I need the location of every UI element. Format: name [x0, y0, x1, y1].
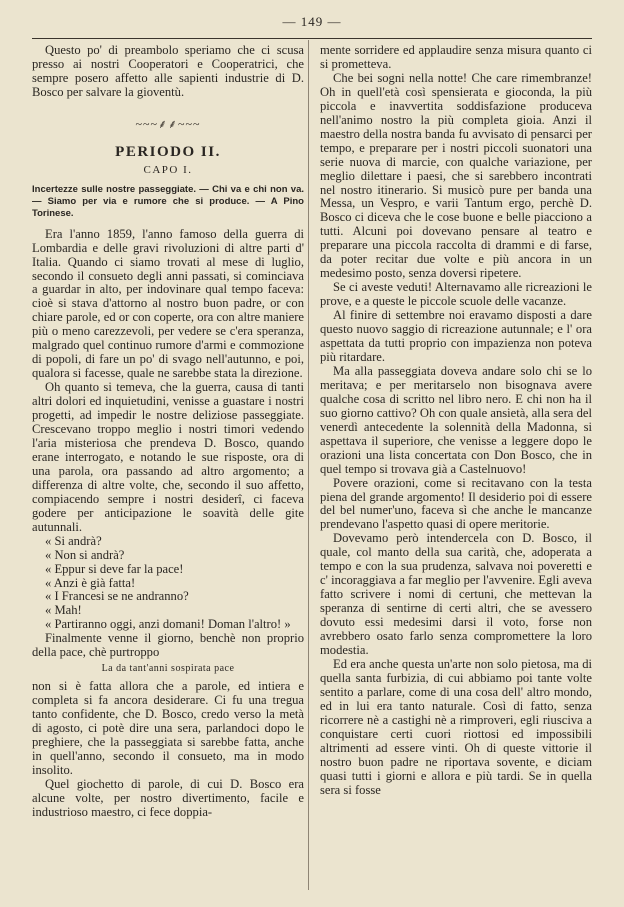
- paragraph: Finalmente venne il giorno, benchè non proprio della pace, chè purtroppo: [32, 631, 304, 660]
- left-column: [32, 44, 304, 820]
- paragraph: Quel giochetto di parole, di cui D. Bosco era alcune volte, per nostro divertimento, facile e industrioso maestro, ci fece doppia-: [32, 776, 304, 819]
- paragraph: Povere orazioni, come si recitavano con la testa piena del grande argomento! Il desiderio poi di essere del bel numer'uno, faceva sì che anche le mancanze prendevano l'aspetto quasi di opere meritorie.: [320, 475, 592, 532]
- header-rule: [32, 38, 592, 39]
- paragraph: mente sorridere ed applaudire senza misura quanto ci si prometteva.: [320, 43, 592, 71]
- paragraph: Che bei sogni nella notte! Che care rimembranze! Oh in quell'età così spensierata e gioconda, la più piccola e inavvertita soddisfazione produceva nell'animo nostro la più completa gioia. Anzi il maestro della nostra banda fu avvisato di pensarci per tempo, e preparare per i nostri piccoli suonatori una serie nuova di marcie, con qualche variazione, per meglio dilettare i paesi, che si sarebbero incontrati nel nostro itinerario. Si musicò pure per banda una Messa, un Vespro, e varii Tantum ergo, perchè D. Bosco ci diceva che le cose buone e belle piacciono a tutti. Alcuni poi dovevano pensare al teatro e preparare una piccola raccolta di drammi e di farse, da poter recitar due volte e più ancora in un medesimo posto, senza doversi ripetere.: [320, 70, 592, 281]
- dialogue-line: « Non si andrà?: [45, 547, 125, 562]
- right-column: [320, 44, 592, 797]
- dialogue-line: « Eppur si deve far la pace!: [45, 561, 184, 576]
- ornament-divider: ~~~⸙⸙~~~: [135, 116, 201, 131]
- paragraph: Al finire di settembre noi eravamo disposti a dare questo nuovo saggio di ricreazione autunnale; e l' ora aspettata da tutti proprio con impazienza non poteva più ritardare.: [320, 308, 592, 364]
- section-title: PERIODO II.: [115, 143, 221, 160]
- dialogue-line: « Mah!: [45, 603, 82, 618]
- paragraph: Ma alla passeggiata doveva andare solo chi se lo meritava; e per meritarselo non bisognava avere qualche cosa di scritto nel libro nero. E chi non ha il suo giorno cattivo? Oh con quale ansietà, alla sera del venerdì antecedente la solennità della Madonna, si aspettava il superiore, che venisse a leggere dopo le orazioni una lista concertata con Don Bosco, che in quel tempo si trovava già a Castelnuovo!: [320, 363, 592, 476]
- dialogue-line: « Si andrà?: [45, 533, 102, 548]
- dialogue-line: « Anzi è già fatta!: [45, 575, 136, 590]
- chapter-summary: Incertezze sulle nostre passeggiate. — Chi va e chi non va. — Siamo per via e rumore che si produce. — A Pino Torinese.: [32, 183, 304, 219]
- paragraph: Oh quanto si temeva, che la guerra, causa di tanti altri dolori ed inquietudini, venisse a guastare i nostri progetti, ad impedir le nostre deliziose passeggiate. Crescevano troppo meglio i nostri timori vedendo l'aria misteriosa che prendeva D. Bosco, quando erane interrogato, e notando le sue risposte, ora di una parola, ora passando ad altro argomento; a differenza di altre volte, che, secondo il suo affetto, compiacendo sempre i nostri desiderî, ci faceva godere per anticipazione le soavità delle gite autunnali.: [32, 380, 304, 534]
- dialogue-line: « Partiranno oggi, anzi domani! Doman l'altro! »: [45, 617, 291, 632]
- paragraph: Era l'anno 1859, l'anno famoso della guerra di Lombardia e delle gravi rivoluzioni di altre parti d' Italia. Quando ci siamo trovati al mese di luglio, secondo il consueto degli anni passati, si cominciava a guardar in alto, per indovinare qual tempo faceva: cioè si stava d'attorno al nostro buon padre, or con chiare parole, ed or con coperte, ora con altre maniere più o meno carezzevoli, per vedere se c'era speranza, malgrado quel continuo rumore d'armi e commozione di popoli, di fare un po' di svago nell'autunno, e poi, qualora si facesse, quale ne sarebbe stata la direzione.: [32, 226, 304, 381]
- paragraph: Dovevamo però intendercela con D. Bosco, il quale, col manto della sua carità, che, adoperata a tempo e con la sua prudenza, salvava noi poveretti e c' incoraggiava a far meglio per l'avvenire. Egli aveva fatto scrivere i nomi di certuni, che mettevan la speranza di sentirne di certi altri, che se avessero dovuto essi medesimi darsi il voto, forse non avrebbero osato farlo senza compromettere la loro modestia.: [320, 531, 592, 657]
- paragraph: non si è fatta allora che a parole, ed intiera e completa si fa ancora desiderare. Ci fu una tregua tanto confidente, che D. Bosco, credo verso la metà di agosto, ci potè dire una sera, parlandoci dopo le preghiere, che la passeggiata si sarebbe fatta, anche in quell'anno, secondo il consueto, ma in modo insolito.: [32, 679, 304, 777]
- inline-caption: La da tant'anni sospirata pace: [101, 663, 235, 675]
- intro-paragraph: Questo po' di preambolo speriamo che ci scusa presso ai nostri Cooperatori e Cooperatrici, che sempre posero affetto alle sapienti industrie di D. Bosco per salvare la gioventù.: [32, 43, 304, 99]
- column-divider: [308, 40, 309, 890]
- chapter-heading: CAPO I.: [143, 163, 193, 176]
- dialogue-line: « I Francesi se ne andranno?: [45, 589, 189, 604]
- paragraph: Se ci aveste veduti! Alternavamo alle ricreazioni le prove, e a queste le piccole scuole delle vacanze.: [320, 280, 592, 309]
- page-number: — 149 —: [282, 14, 342, 29]
- paragraph: Ed era anche questa un'arte non solo pietosa, ma di quella santa furbizia, di cui abbiamo poi tante volte sentito a parlare, come di una cosa dell' altro mondo, ed in lui era tanto naturale. Così di fatto, senza ricorrere nè a castighi nè a rimproveri, egli riusciva a conquistare certi cuori riottosi ed impossibili altrimenti ad essere vinti. Oh di queste vittorie il nostro buon padre ne riportava sovente, e diciam quasi tutti i giorni e allora e più tardi. Se in quella sera si fosse: [320, 656, 592, 797]
